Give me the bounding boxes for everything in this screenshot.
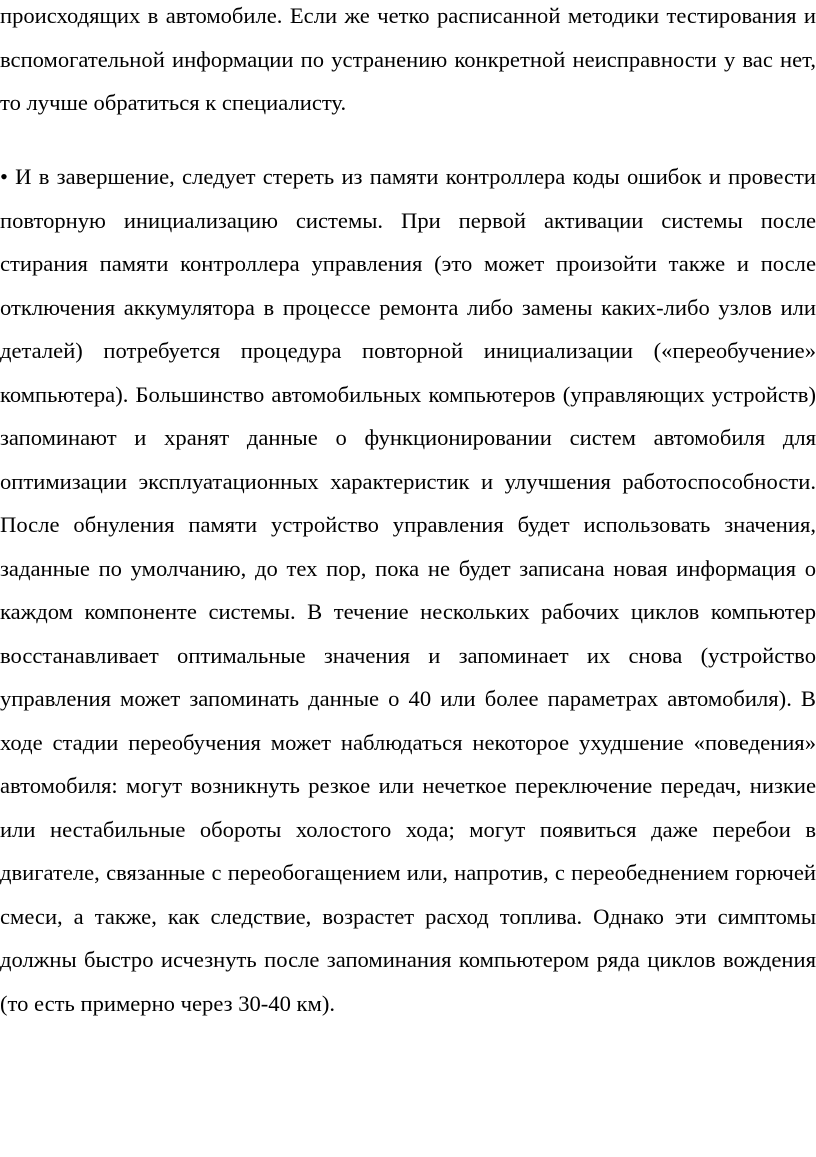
paragraph-continuation: происходящих в автомобиле. Если же четко расписанной методики тестирования и вспомогательной информации по устранению конкретной неисправности у вас нет, то лучше обратиться к специалисту. bbox=[0, 3, 816, 115]
paragraph-bullet-reinitialization: • И в завершение, следует стереть из памяти контроллера коды ошибок и провести повторную инициализацию системы. При первой активации системы после стирания памяти контроллера управления (это может произойти также и после отключения аккумулятора в процессе ремонта либо замены каких-либо узлов или деталей) потребуется процедура повторной инициализации («переобучение» компьютера). Большинство автомобильных компьютеров (управляющих устройств) запоминают и хранят данные о функционировании систем автомобиля для оптимизации эксплуатационных характеристик и улучшения работоспособности. После обнуления памяти устройство управления будет использовать значения, заданные по умолчанию, до тех пор, пока не будет записана новая информация о каждом компоненте системы. В течение нескольких рабочих циклов компьютер восстанавливает оптимальные значения и запоминает их снова (устройство управления может запоминать данные о 40 или более параметрах автомобиля). В ходе стадии переобучения может наблюдаться некоторое ухудшение «поведения» автомобиля: могут возникнуть резкое или нечеткое переключение передач, низкие или нестабильные обороты холостого хода; могут появиться даже перебои в двигателе, связанные с переобогащением или, напротив, с переобеднением горючей смеси, а также, как следствие, возрастет расход топлива. Однако эти симптомы должны быстро исчезнуть после запоминания компьютером ряда циклов вождения (то есть примерно через 30-40 км). bbox=[0, 164, 816, 1016]
